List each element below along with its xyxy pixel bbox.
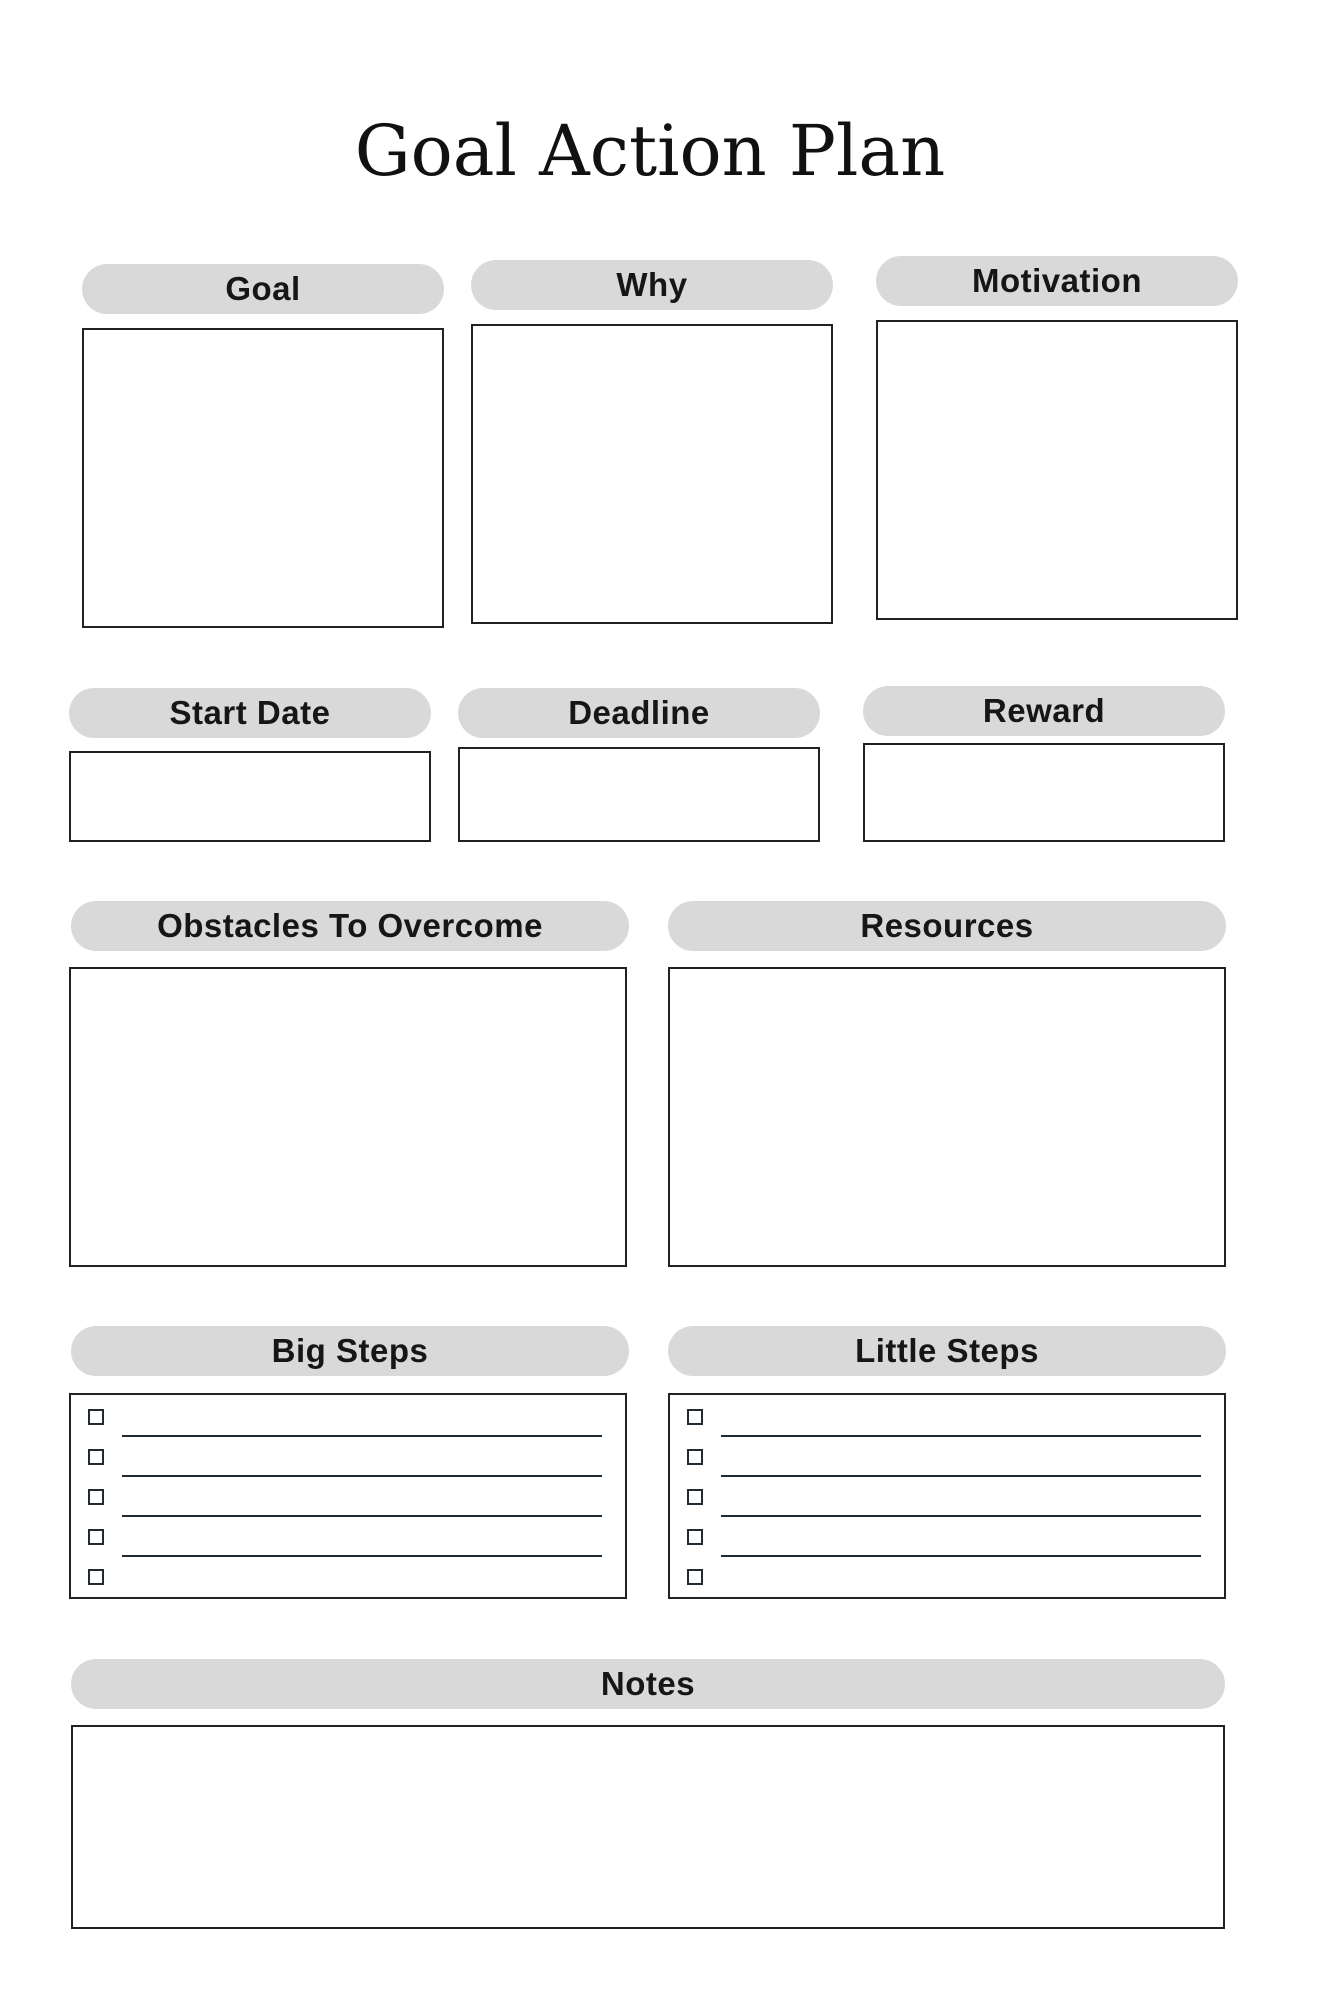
resources-label: Resources xyxy=(860,907,1034,944)
little-step-item[interactable] xyxy=(687,1477,1201,1517)
big-step-item[interactable] xyxy=(88,1517,602,1557)
motivation-box[interactable] xyxy=(876,320,1238,620)
little-steps-box xyxy=(668,1393,1226,1599)
checkbox-icon[interactable] xyxy=(687,1569,703,1585)
motivation-label: Motivation xyxy=(972,262,1142,299)
start-date-header xyxy=(69,688,431,738)
checkbox-icon[interactable] xyxy=(687,1409,703,1425)
big-steps-checklist xyxy=(88,1397,602,1597)
goal-box[interactable] xyxy=(82,328,444,628)
big-step-item[interactable] xyxy=(88,1477,602,1517)
resources-box[interactable] xyxy=(668,967,1226,1267)
checkbox-icon[interactable] xyxy=(88,1449,104,1465)
checkbox-icon[interactable] xyxy=(88,1529,104,1545)
notes-label: Notes xyxy=(600,1665,696,1702)
little-step-item[interactable] xyxy=(687,1517,1201,1557)
little-step-item[interactable] xyxy=(687,1437,1201,1477)
deadline-box[interactable] xyxy=(458,747,820,842)
goal-header xyxy=(82,264,444,314)
start-date-label: Start Date xyxy=(169,694,331,731)
obstacles-header xyxy=(71,901,629,951)
big-steps-box xyxy=(69,1393,627,1599)
big-steps-header xyxy=(71,1326,629,1376)
checkbox-icon[interactable] xyxy=(687,1449,703,1465)
reward-box[interactable] xyxy=(863,743,1225,842)
checkbox-icon[interactable] xyxy=(687,1489,703,1505)
why-label: Why xyxy=(616,266,688,303)
start-date-box[interactable] xyxy=(69,751,431,842)
big-step-item[interactable] xyxy=(88,1557,602,1597)
little-steps-label: Little Steps xyxy=(855,1332,1039,1369)
checkbox-icon[interactable] xyxy=(88,1409,104,1425)
page-title: Goal Action Plan xyxy=(354,110,946,192)
checkbox-icon[interactable] xyxy=(687,1529,703,1545)
motivation-header xyxy=(876,256,1238,306)
little-step-item[interactable] xyxy=(687,1557,1201,1597)
notes-box[interactable] xyxy=(71,1725,1225,1929)
big-step-item[interactable] xyxy=(88,1437,602,1477)
goal-label: Goal xyxy=(225,270,301,307)
reward-header xyxy=(863,686,1225,736)
deadline-header xyxy=(458,688,820,738)
why-box[interactable] xyxy=(471,324,833,624)
big-steps-label: Big Steps xyxy=(271,1332,429,1369)
little-step-item[interactable] xyxy=(687,1397,1201,1437)
reward-label: Reward xyxy=(982,692,1106,729)
obstacles-box[interactable] xyxy=(69,967,627,1267)
little-steps-checklist xyxy=(687,1397,1201,1597)
why-header xyxy=(471,260,833,310)
deadline-label: Deadline xyxy=(568,694,710,731)
resources-header xyxy=(668,901,1226,951)
obstacles-label: Obstacles To Overcome xyxy=(157,907,543,944)
checkbox-icon[interactable] xyxy=(88,1569,104,1585)
notes-header xyxy=(71,1659,1225,1709)
big-step-item[interactable] xyxy=(88,1397,602,1437)
checkbox-icon[interactable] xyxy=(88,1489,104,1505)
little-steps-header xyxy=(668,1326,1226,1376)
